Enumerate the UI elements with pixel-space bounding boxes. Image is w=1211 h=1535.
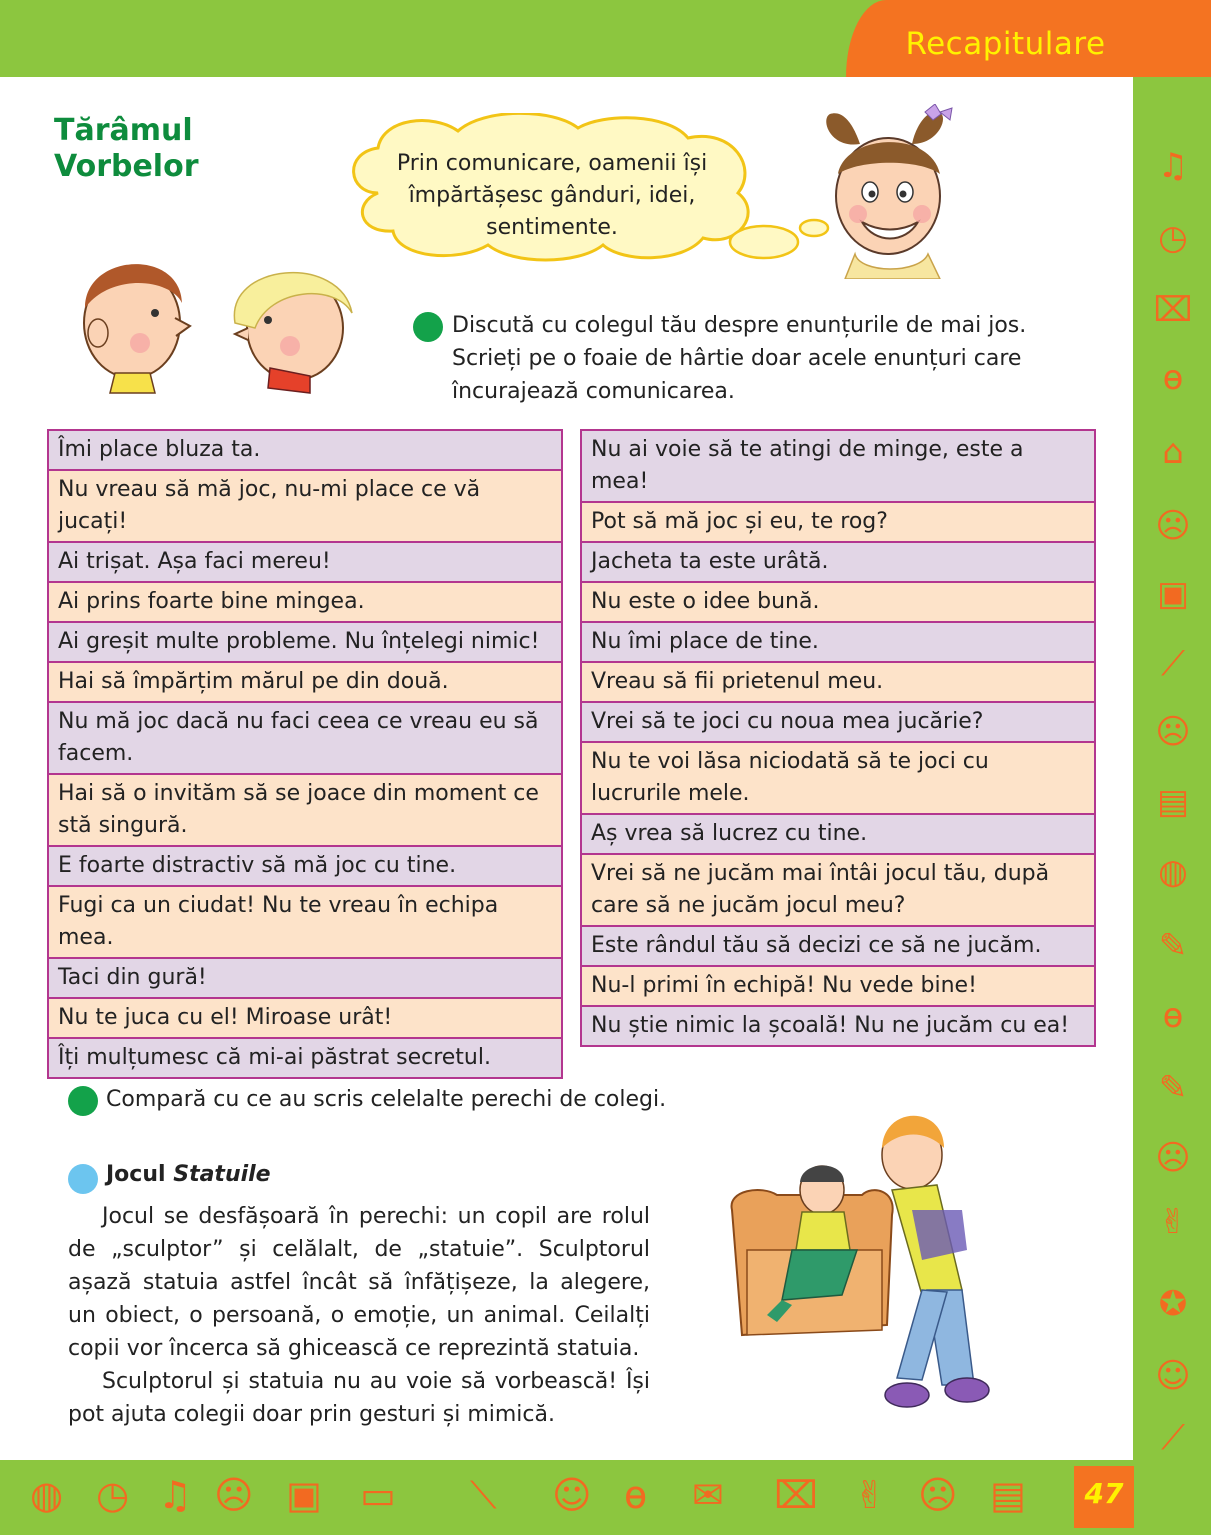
instruction-discuss [452, 309, 1072, 408]
apple-icon: ɵ [1162, 996, 1184, 1036]
right-green-band [1133, 77, 1211, 1460]
statement-cell: Este rândul tău să decizi ce să ne jucăm. [581, 926, 1095, 966]
statement-cell: Nu ai voie să te atingi de minge, este a mea! [581, 430, 1095, 502]
table-row [581, 662, 1095, 702]
toothbrush-icon: ⟋ [1161, 644, 1185, 684]
table-row [48, 470, 562, 542]
girl-thinking-illustration [800, 104, 960, 279]
clock-icon: ◷ [96, 1473, 130, 1517]
game-paragraph-2: Sculptorul și statuia nu au voie să vorbească! Își pot ajuta colegii doar prin gesturi și mimică. [68, 1369, 650, 1427]
table-row [48, 886, 562, 958]
page-title-line1: Tărâmul [54, 113, 193, 148]
statement-cell: Vreau să fii prietenul meu. [581, 662, 1095, 702]
sad-face-icon: ☹ [1155, 506, 1191, 546]
statement-cell: Îți mulțumesc că mi-ai păstrat secretul. [48, 1038, 562, 1078]
book-icon: ▭ [360, 1473, 396, 1517]
statement-cell: Hai să o invităm să se joace din moment ce stă singură. [48, 774, 562, 846]
table-row [581, 430, 1095, 502]
table-row [48, 774, 562, 846]
peace-hand-icon: ✌ [1158, 1202, 1188, 1242]
statement-cell: Nu este o idee bună. [581, 582, 1095, 622]
statement-cell: Ai prins foarte bine mingea. [48, 582, 562, 622]
statement-cell: Nu știe nimic la școală! Nu ne jucăm cu ea! [581, 1006, 1095, 1046]
statement-cell: Hai să împărțim mărul pe din două. [48, 662, 562, 702]
sad-face-icon: ☹ [214, 1473, 254, 1517]
game-title [106, 1162, 271, 1187]
sad-face-icon: ☹ [1155, 1138, 1191, 1178]
music-note-icon: ♫ [158, 1473, 193, 1517]
thought-bubble-text: Prin comunicare, oamenii își împărtășesc gânduri, idei, sentimente. [396, 151, 708, 240]
sculptor-statue-illustration [722, 1100, 1022, 1430]
game-title-prefix: Jocul [106, 1162, 166, 1187]
table-row [48, 582, 562, 622]
clock-icon: ◷ [1158, 218, 1188, 258]
statements-table-left [47, 429, 563, 1079]
palette-icon: ◍ [1158, 852, 1188, 892]
statement-cell: Ai greșit multe probleme. Nu înțelegi nimic! [48, 622, 562, 662]
game-paragraph-1: Jocul se desfășoară în perechi: un copil are rolul de „sculptor” și celălalt, de „statuie”. Sculptorul așază statuia astfel încât să înfățișeze, la alegere, un obiect, o persoană, o emoție, un animal. Ceilalți copii vor încerca să ghicească ce reprezintă statuia. [68, 1204, 650, 1361]
statement-cell: Nu mă joc dacă nu faci ceea ce vreau eu să facem. [48, 702, 562, 774]
music-note-icon: ♫ [1157, 146, 1189, 186]
smiley-face-icon: ☺ [552, 1473, 592, 1517]
blue-bullet-icon [68, 1164, 98, 1194]
statement-cell: Nu te voi lăsa niciodată să te joci cu lucrurile mele. [581, 742, 1095, 814]
pencil-icon: ✎ [1158, 1068, 1188, 1108]
ticket-icon: ⌧ [1153, 290, 1193, 330]
smiley-face-icon: ☺ [1155, 1356, 1191, 1396]
table-row [581, 702, 1095, 742]
table-row [581, 926, 1095, 966]
shower-icon: ⌂ [1162, 432, 1184, 472]
statement-cell: Jacheta ta este urâtă. [581, 542, 1095, 582]
ticket-icon: ⌧ [774, 1473, 818, 1517]
medal-icon: ✪ [1158, 1284, 1188, 1324]
table-row [48, 846, 562, 886]
instruction-discuss-line2: Scrieți pe o foaie de hârtie doar acele enunțuri care [452, 346, 1022, 371]
table-row [48, 662, 562, 702]
table-row [581, 502, 1095, 542]
statements-table-right [580, 429, 1096, 1047]
statement-cell: Aș vrea să lucrez cu tine. [581, 814, 1095, 854]
table-row [581, 814, 1095, 854]
statement-cell: Vrei să ne jucăm mai întâi jocul tău, după care să ne jucăm jocul meu? [581, 854, 1095, 926]
table-row [581, 622, 1095, 662]
instruction-discuss-line3: încurajează comunicarea. [452, 379, 735, 404]
table-row [581, 582, 1095, 622]
table-row [581, 1006, 1095, 1046]
apple-icon: ɵ [1162, 358, 1184, 398]
brush-icon: ⟋ [1161, 1418, 1185, 1458]
pencil-icon: ✎ [1158, 926, 1188, 966]
page-title-line2: Vorbelor [54, 149, 199, 184]
peace-hand-icon: ✌ [854, 1473, 886, 1517]
envelope-icon: ✉ [692, 1473, 724, 1517]
table-row [581, 542, 1095, 582]
statement-cell: Fugi ca un ciudat! Nu te vreau în echipa mea. [48, 886, 562, 958]
game-description [68, 1200, 650, 1431]
statement-cell: Îmi place bluza ta. [48, 430, 562, 470]
table-row [48, 430, 562, 470]
calendar-icon: ▣ [286, 1473, 322, 1517]
statement-cell: E foarte distractiv să mă joc cu tine. [48, 846, 562, 886]
page-number: 47 [1084, 1477, 1124, 1510]
palette-icon: ◍ [30, 1473, 64, 1517]
statement-cell: Taci din gură! [48, 958, 562, 998]
toothbrush-icon: ⟍ [470, 1473, 497, 1517]
statement-cell: Nu îmi place de tine. [581, 622, 1095, 662]
statement-cell: Vrei să te joci cu noua mea jucărie? [581, 702, 1095, 742]
table-row [48, 958, 562, 998]
page-title [54, 113, 199, 185]
table-row [581, 854, 1095, 926]
apple-icon: ɵ [624, 1473, 648, 1517]
statement-cell: Nu vreau să mă joc, nu-mi place ce vă jucați! [48, 470, 562, 542]
table-row [48, 622, 562, 662]
notepad-icon: ▤ [1156, 782, 1190, 822]
game-title-name: Statuile [173, 1162, 271, 1187]
table-row [48, 702, 562, 774]
green-bullet-icon [68, 1086, 98, 1116]
section-tab-title: Recapitulare [905, 26, 1106, 62]
table-row [581, 966, 1095, 1006]
angry-face-icon: ☹ [1155, 712, 1191, 752]
table-row [48, 542, 562, 582]
statement-cell: Ai trișat. Așa faci mereu! [48, 542, 562, 582]
instruction-discuss-line1: Discută cu colegul tău despre enunțurile de mai jos. [452, 313, 1027, 338]
calendar-icon: ▣ [1156, 574, 1190, 614]
notepad-icon: ▤ [990, 1473, 1026, 1517]
two-children-talking-illustration [70, 248, 370, 403]
table-row [48, 998, 562, 1038]
statement-cell: Pot să mă joc și eu, te rog? [581, 502, 1095, 542]
table-row [48, 1038, 562, 1078]
table-row [581, 742, 1095, 814]
angry-face-icon: ☹ [918, 1473, 958, 1517]
instruction-compare: Compară cu ce au scris celelalte perechi de colegi. [106, 1087, 667, 1112]
statement-cell: Nu te juca cu el! Miroase urât! [48, 998, 562, 1038]
statement-cell: Nu-l primi în echipă! Nu vede bine! [581, 966, 1095, 1006]
green-bullet-icon [413, 312, 443, 342]
